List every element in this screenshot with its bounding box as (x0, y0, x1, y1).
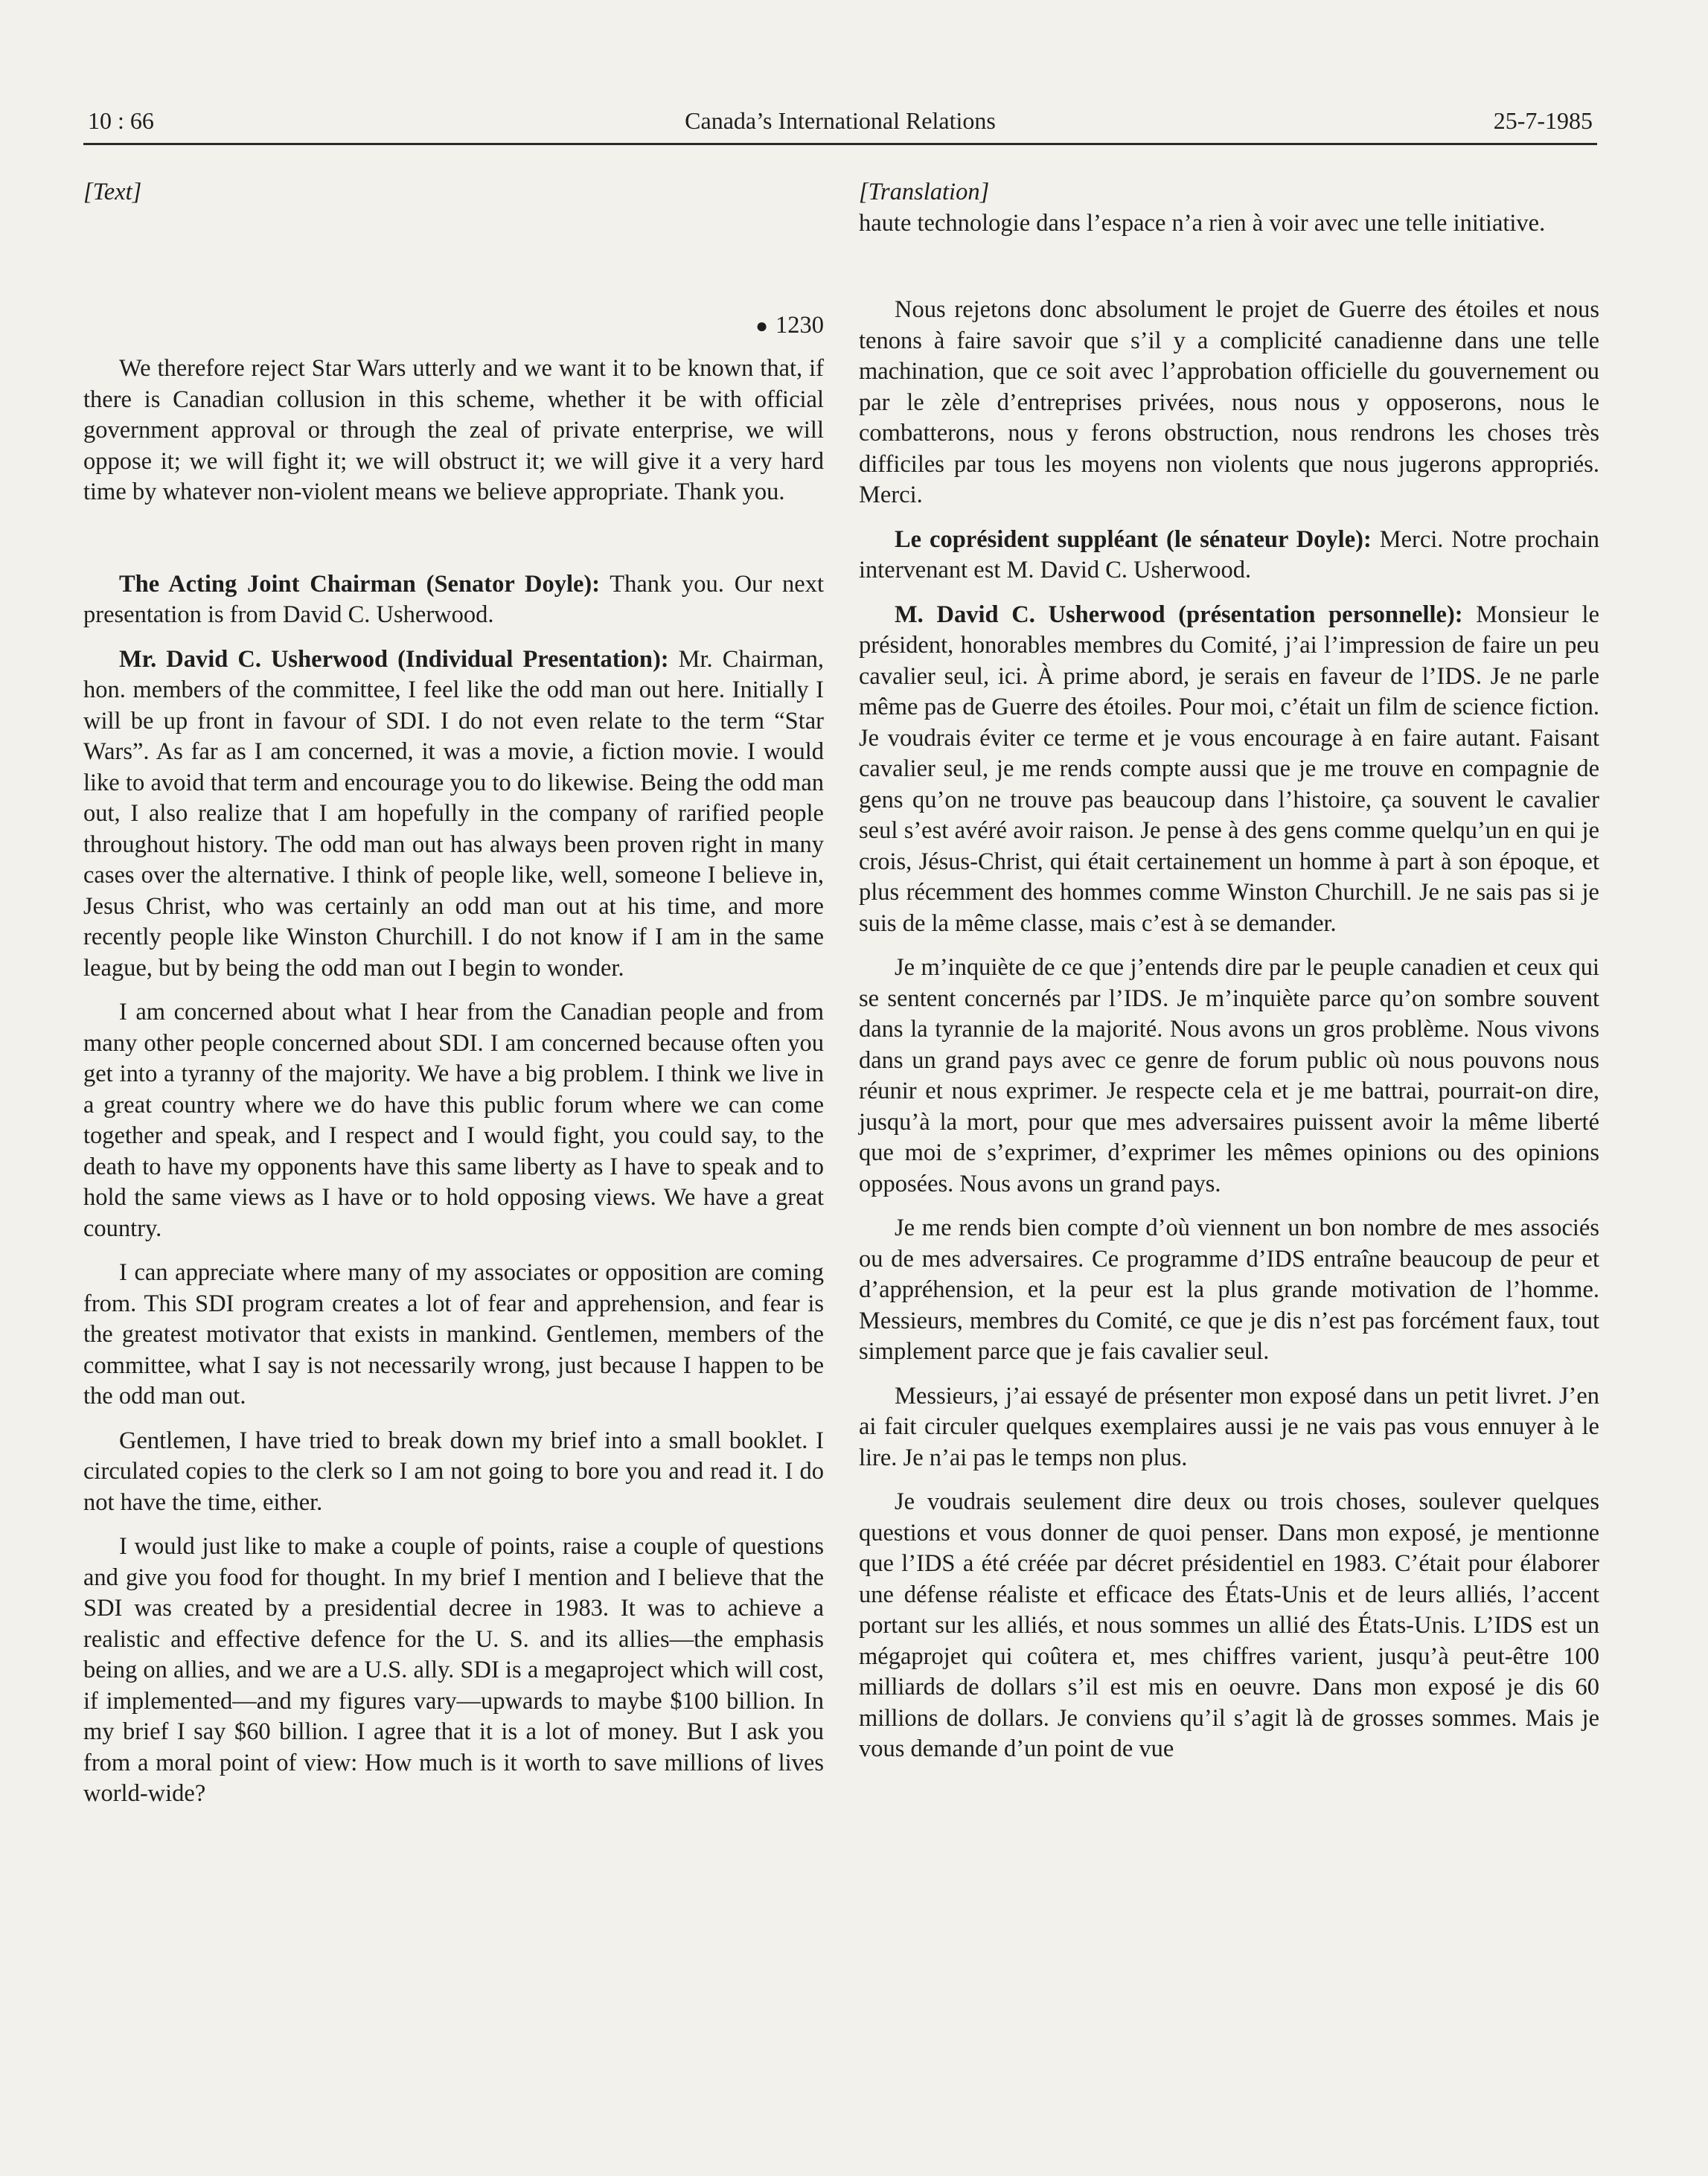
paragraph (83, 1258, 824, 1412)
paragraph-text: Gentlemen, I have tried to break down my brief into a small booklet. I circulated copies to the clerk so I am not going to bore you and read it. I do not have the time, either. (83, 1427, 824, 1516)
time-marker-value: 1230 (775, 311, 824, 339)
speaker-paragraph (859, 600, 1599, 940)
paragraph (83, 353, 824, 508)
publication-title: Canada’s International Relations (685, 107, 996, 134)
time-marker (83, 310, 824, 342)
paragraph-text: I can appreciate where many of my associates or opposition are coming from. This SDI program creates a lot of fear and apprehension, and fear is the greatest motivator that exists in mankind. Gentlemen, members of the committee, what I say is not necessarily wrong, just because I happen to be the odd man out. (83, 1259, 824, 1409)
paragraph-text: haute technologie dans l’espace n’a rien à voir avec une telle initiative. (859, 209, 1546, 237)
paragraph-text: Monsieur le président, honorables membres du Comité, j’ai l’impression de faire un peu cavalier seul, ici. À prime abord, je serais en faveur de l’IDS. Je ne parle même pas de Guerre des étoiles. Pour moi, c’était un film de science fiction. Je voudrais éviter ce terme et je vous encourage à en faire autant. Faisant cavalier seul, je me rends compte aussi que je me trouve en compagnie de gens qu’on ne trouve pas beaucoup dans l’histoire, ça souvent le cavalier seul s’est avéré avoir raison. Je pense à des gens comme quelqu’un en qui je crois, Jésus-Christ, qui était certainement un homme à part à son époque, et plus récemment des hommes comme Winston Churchill. Je ne sais pas si je suis de la même classe, mais c’est à se demander. (859, 601, 1600, 937)
french-column (859, 177, 1599, 1765)
paragraph-text: Merci. Notre prochain intervenant est M. David C. Usherwood. (859, 525, 1599, 583)
speaker-paragraph (83, 644, 824, 985)
paragraph-text: Thank you. Our next presentation is from David C. Usherwood. (83, 570, 824, 628)
paragraph (859, 295, 1599, 511)
paragraph (859, 208, 1599, 240)
paragraph (859, 1487, 1599, 1765)
speaker-name: Le coprésident suppléant (le sénateur Doyle): (895, 525, 1372, 553)
speaker-name: The Acting Joint Chairman (Senator Doyle): (119, 570, 601, 598)
paragraph (859, 953, 1599, 1200)
paragraph-text: Mr. Chairman, hon. members of the committee, I feel like the odd man out here. Initially I will be up front in favour of SDI. I do not even relate to the term “Star Wars”. As far as I am concerned, it was a movie, a fiction movie. I would like to avoid that term and encourage you to do likewise. Being the odd man out, I also realize that I am hopefully in the company of rarified people throughout history. The odd man out has always been proven right in many cases over the alternative. I think of people like, well, someone I believe in, Jesus Christ, who was certainly an odd man out at his time, and more recently people like Winston Churchill. I do not know if I am in the same league, but by being the odd man out I begin to wonder. (83, 645, 824, 982)
paragraph-text: I would just like to make a couple of points, raise a couple of questions and give you food for thought. In my brief I mention and I believe that the SDI was created by a presidential decree in 1983. It was to achieve a realistic and effective defence for the U. S. and its allies—the emphasis being on allies, and we are a U.S. ally. SDI is a megaproject which will cost, if implemented—and my figures vary—upwards to maybe $100 billion. In my brief I say $60 billion. I agree that it is a lot of money. But I ask you from a moral point of view: How much is it worth to save millions of lives world-wide? (83, 1533, 824, 1807)
speaker-name: Mr. David C. Usherwood (Individual Presentation): (119, 645, 669, 673)
paragraph (83, 1532, 824, 1810)
english-column (83, 177, 824, 1810)
page-number: 10 : 66 (88, 107, 154, 134)
speaker-name: M. David C. Usherwood (présentation personnelle): (895, 601, 1463, 628)
column-label-translation: [Translation] (859, 179, 990, 205)
paragraph-text: Nous rejetons donc absolument le projet de Guerre des étoiles et nous tenons à faire savoir que s’il y a complicité canadienne dans une telle machination, que ce soit avec l’approbation officielle du gouvernement ou par le zèle d’entreprises privées, nous nous y opposerons, nous le combatterons, nous y ferons obstruction, nous rendrons les choses très difficiles par tous les moyens non violents que nous jugerons appropriés. Merci. (859, 296, 1599, 508)
paragraph (83, 997, 824, 1244)
speaker-paragraph (83, 569, 824, 631)
paragraph-text: We therefore reject Star Wars utterly and we want it to be known that, if there is Canadian collusion in this scheme, whether it be with official government approval or through the zeal of private enterprise, we will oppose it; we will fight it; we will obstruct it; we will give it a very hard time by whatever non-violent means we believe appropriate. Thank you. (83, 355, 824, 505)
header-date: 25-7-1985 (1493, 107, 1593, 134)
paragraph-text: I am concerned about what I hear from the Canadian people and from many other people concerned about SDI. I am concerned because often you get into a tyranny of the majority. We have a big problem. I think we live in a great country where we do have this public forum where we can come together and speak, and I respect and I would fight, you could say, to the death to have my opponents have this same liberty as I have to speak and to hold the same views as I have or to hold opposing views. We have a great country. (83, 999, 824, 1242)
paragraph (859, 1381, 1599, 1474)
paragraph (859, 1213, 1599, 1368)
paragraph-text: Je me rends bien compte d’où viennent un bon nombre de mes associés ou de mes adversaires. Ce programme d’IDS entraîne beaucoup de peur et d’appréhension, et la peur est la plus grande motivation de l’homme. Messieurs, membres du Comité, ce que je dis n’est pas forcément faux, tout simplement parce que je fais cavalier seul. (859, 1215, 1599, 1365)
paragraph-text: Messieurs, j’ai essayé de présenter mon exposé dans un petit livret. J’en ai fait circuler quelques exemplaires aussi je ne vais pas vous ennuyer à le lire. Je n’ai pas le temps non plus. (859, 1382, 1599, 1471)
column-label-text: [Text] (83, 179, 142, 205)
paragraph-text: Je voudrais seulement dire deux ou trois choses, soulever quelques questions et vous donner de quoi penser. Dans mon exposé, je mentionne que l’IDS a été créée par décret présidentiel en 1983. C’était pour élaborer une défense réaliste et efficace des États-Unis et de leurs alliés, l’accent portant sur les alliés, et nous sommes un allié des États-Unis. L’IDS est un mégaprojet qui coûtera et, mes chiffres varient, jusqu’à peut-être 100 milliards de dollars s’il est mis en oeuvre. Dans mon exposé je dis 60 millions de dollars. Je conviens qu’il s’agit là de grosses sommes. Mais je vous demande d’un point de vue (859, 1488, 1599, 1762)
speaker-paragraph (859, 525, 1599, 586)
bullet-icon: ● (755, 314, 768, 338)
paragraph-text: Je m’inquiète de ce que j’entends dire par le peuple canadien et ceux qui se sentent concernés par l’IDS. Je m’inquiète parce qu’on sombre souvent dans la tyrannie de la majorité. Nous avons un gros problème. Nous vivons dans un grand pays avec ce genre de forum public où nous pouvons nous réunir et nous exprimer. Je respecte cela et je me battrai, pourrait-on dire, jusqu’à la mort, pour que mes adversaires puissent avoir la même liberté que moi de s’exprimer, d’exprimer les mêmes opinions ou des opinions opposées. Nous avons un grand pays. (859, 954, 1599, 1197)
page-header (83, 104, 1597, 145)
paragraph (83, 1426, 824, 1519)
